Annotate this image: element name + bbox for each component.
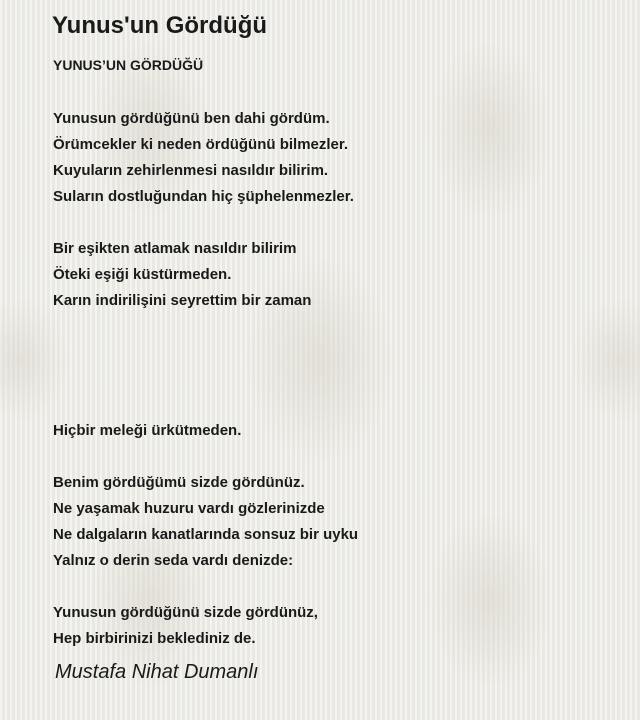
poem-body xyxy=(53,106,613,652)
stanza-break xyxy=(53,340,613,366)
poem-line: Hep birbirinizi beklediniz de. xyxy=(53,630,256,647)
stanza-break xyxy=(53,314,613,340)
stanza-break xyxy=(53,574,613,600)
poem-line: Örümcekler ki neden ördüğünü bilmezler. xyxy=(53,136,349,153)
poem-line: Ne dalgaların kanatlarında sonsuz bir uyku xyxy=(53,526,359,543)
stanza-break xyxy=(53,392,613,418)
poem-line: Yunusun gördüğünü ben dahi gördüm. xyxy=(53,110,330,127)
poem-line: Karın indirilişini seyrettim bir zaman xyxy=(53,292,312,309)
poem-subtitle: YUNUS’UN GÖRDÜĞÜ xyxy=(53,57,204,73)
poem-line: Ne yaşamak huzuru vardı gözlerinizde xyxy=(53,500,325,517)
poem-line: Suların dostluğundan hiç şüphelenmezler. xyxy=(53,188,354,205)
page-title: Yunus'un Gördüğü xyxy=(52,12,268,39)
stanza-break xyxy=(53,444,613,470)
poem-author: Mustafa Nihat Dumanlı xyxy=(55,661,259,683)
poem-line: Kuyuların zehirlenmesi nasıldır bilirim. xyxy=(53,162,329,179)
poem-line: Yalnız o derin seda vardı denizde: xyxy=(53,552,294,569)
poem-line: Benim gördüğümü sizde gördünüz. xyxy=(53,474,305,491)
poem-line: Yunusun gördüğünü sizde gördünüz, xyxy=(53,604,318,621)
poem-line: Öteki eşiği küstürmeden. xyxy=(53,266,232,283)
stanza-break xyxy=(53,210,613,236)
stanza-break xyxy=(53,366,613,392)
poem-line: Bir eşikten atlamak nasıldır bilirim xyxy=(53,240,297,257)
poem-line: Hiçbir meleği ürkütmeden. xyxy=(53,422,242,439)
